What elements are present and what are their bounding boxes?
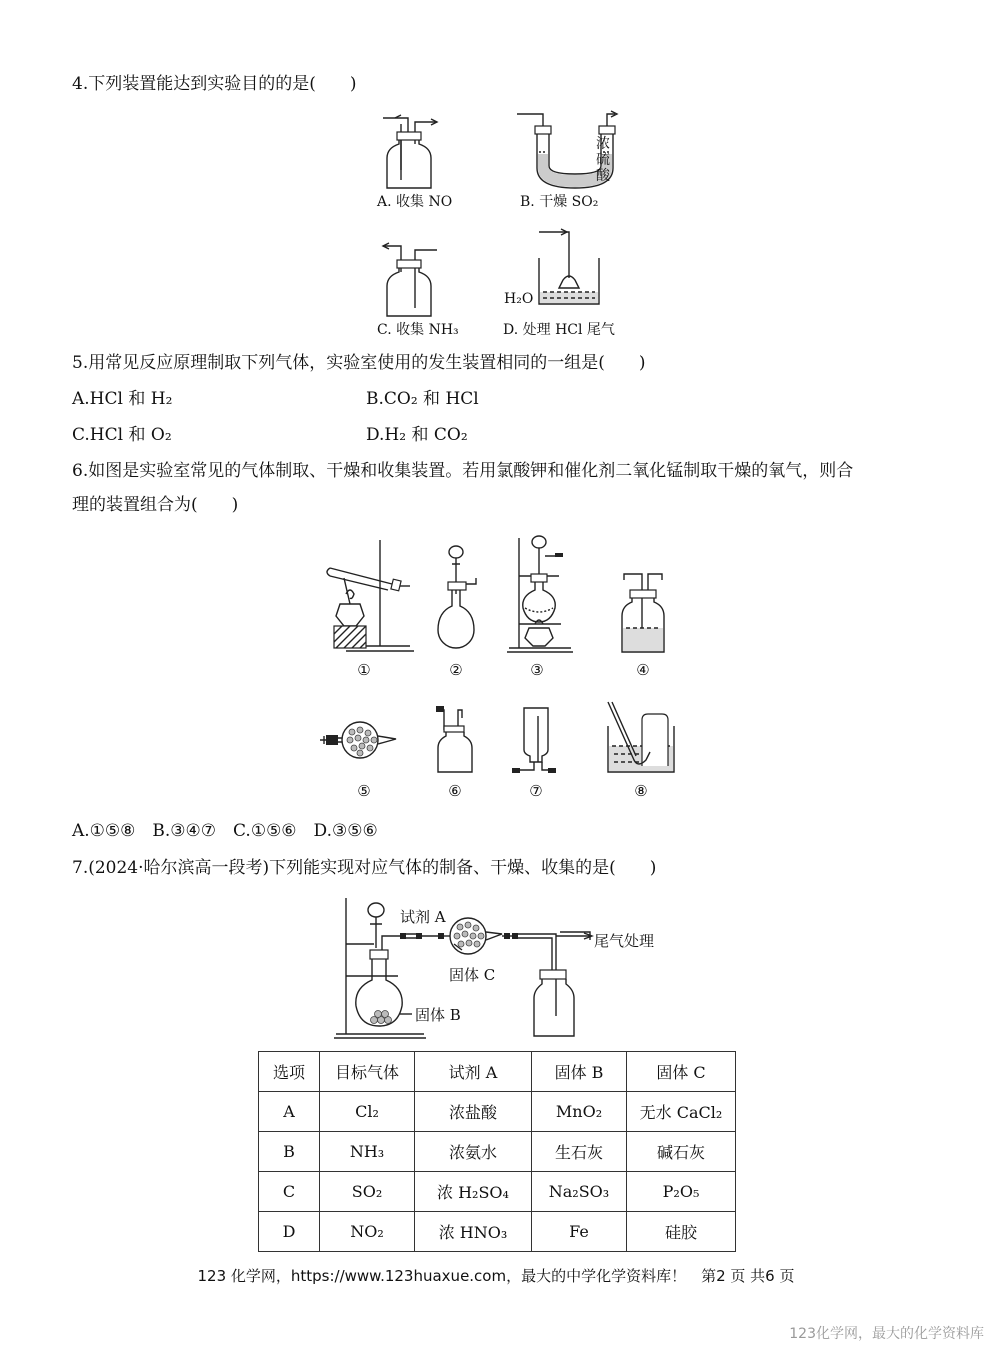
apparatus-7-inverted-bottle xyxy=(512,706,562,778)
table-cell: P₂O₅ xyxy=(627,1172,736,1212)
table-cell: NO₂ xyxy=(320,1212,415,1252)
label-tail-gas: 尾气处理 xyxy=(594,932,655,950)
label-3: ③ xyxy=(530,661,544,679)
apparatus-8-water-trough xyxy=(604,700,678,776)
apparatus-1-heating-tube xyxy=(322,538,414,656)
page-footer: 123 化学网，https://www.123huaxue.com，最大的中学化学资料库！ 第2 页 共6 页 xyxy=(197,1267,795,1285)
table-cell: 浓 H₂SO₄ xyxy=(415,1172,532,1212)
q4-stem: 4.下列装置能达到实验目的的是( ) xyxy=(72,74,357,94)
table-cell: Na₂SO₃ xyxy=(532,1172,627,1212)
table-cell: SO₂ xyxy=(320,1172,415,1212)
apparatus-6-bottle xyxy=(436,706,480,774)
label-solid-b: 固体 B xyxy=(415,1006,461,1024)
apparatus-4-wash-bottle xyxy=(618,572,668,656)
label-conc-h2so4: 浓 硫 酸 xyxy=(596,136,610,184)
table-cell: 硅胶 xyxy=(627,1212,736,1252)
apparatus-c-gas-bottle xyxy=(375,236,445,318)
caption-c: C. 收集 NH₃ xyxy=(377,322,459,338)
label-2: ② xyxy=(449,661,463,679)
table-cell: C xyxy=(259,1172,320,1212)
table-row xyxy=(259,1092,736,1132)
table-header: 目标气体 xyxy=(320,1052,415,1092)
label-5: ⑤ xyxy=(357,782,371,800)
apparatus-3-stand-flask xyxy=(505,532,575,656)
q5-option-c: C.HCl 和 O₂ xyxy=(72,425,172,445)
q7-stem: 7.(2024·哈尔滨高一段考)下列能实现对应气体的制备、干燥、收集的是( ) xyxy=(72,858,657,878)
q6-options: A.①⑤⑧ B.③④⑦ C.①⑤⑥ D.③⑤⑥ xyxy=(72,821,378,841)
label-1: ① xyxy=(357,661,371,679)
caption-d: D. 处理 HCl 尾气 xyxy=(503,322,615,338)
table-cell: MnO₂ xyxy=(532,1092,627,1132)
q5-stem: 5.用常见反应原理制取下列气体，实验室使用的发生装置相同的一组是( ) xyxy=(72,353,646,373)
caption-b: B. 干燥 SO₂ xyxy=(520,194,599,210)
table-header: 固体 C xyxy=(627,1052,736,1092)
label-h2o: H₂O xyxy=(504,291,534,307)
watermark: 123化学网，最大的化学资料库 xyxy=(789,1326,984,1342)
table-row xyxy=(259,1212,736,1252)
label-7: ⑦ xyxy=(529,782,543,800)
q6-stem-line2: 理的装置组合为( ) xyxy=(72,495,239,515)
q5-option-a: A.HCl 和 H₂ xyxy=(72,389,173,409)
label-4: ④ xyxy=(636,661,650,679)
table-row xyxy=(259,1132,736,1172)
table-cell: D xyxy=(259,1212,320,1252)
table-cell: 无水 CaCl₂ xyxy=(627,1092,736,1132)
table-header: 试剂 A xyxy=(415,1052,532,1092)
apparatus-2-flask-funnel xyxy=(434,544,484,656)
table-cell: Cl₂ xyxy=(320,1092,415,1132)
table-cell: Fe xyxy=(532,1212,627,1252)
table-cell: 浓盐酸 xyxy=(415,1092,532,1132)
table-cell: 浓氨水 xyxy=(415,1132,532,1172)
q7-apparatus xyxy=(334,896,664,1042)
label-reagent-a: 试剂 A xyxy=(400,908,446,926)
table-cell: 浓 HNO₃ xyxy=(415,1212,532,1252)
table-cell: B xyxy=(259,1132,320,1172)
apparatus-a-gas-bottle xyxy=(375,110,445,190)
q6-stem-line1: 6.如图是实验室常见的气体制取、干燥和收集装置。若用氯酸钾和催化剂二氧化锰制取干燥的氧气，则合 xyxy=(72,461,854,481)
apparatus-5-drying-tube xyxy=(316,718,400,762)
table-cell: 碱石灰 xyxy=(627,1132,736,1172)
q5-option-d: D.H₂ 和 CO₂ xyxy=(366,425,468,445)
table-cell: NH₃ xyxy=(320,1132,415,1172)
table-cell: 生石灰 xyxy=(532,1132,627,1172)
caption-a: A. 收集 NO xyxy=(377,194,453,210)
q7-table xyxy=(258,1051,736,1252)
table-header-row xyxy=(259,1052,736,1092)
table-row xyxy=(259,1172,736,1212)
table-cell: A xyxy=(259,1092,320,1132)
q5-option-b: B.CO₂ 和 HCl xyxy=(366,389,479,409)
label-6: ⑥ xyxy=(448,782,462,800)
table-header: 选项 xyxy=(259,1052,320,1092)
label-8: ⑧ xyxy=(634,782,648,800)
table-header: 固体 B xyxy=(532,1052,627,1092)
label-solid-c: 固体 C xyxy=(449,966,496,984)
apparatus-d-beaker xyxy=(535,228,605,308)
